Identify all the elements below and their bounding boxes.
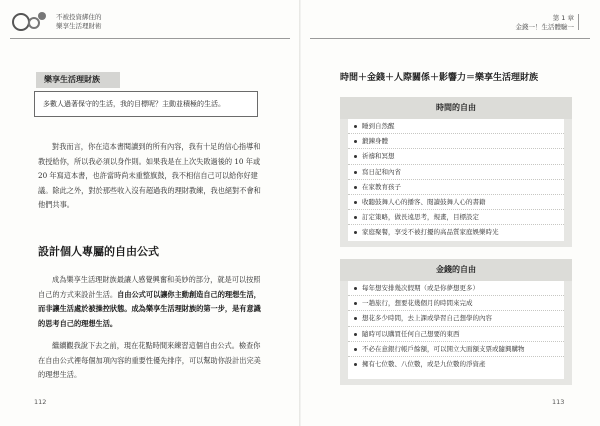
list-item: 祈禱和冥想	[348, 149, 564, 164]
list-item: 每年想安排幾次假期（或是你夢想更多）	[348, 281, 564, 296]
bullet-icon	[354, 231, 357, 234]
panel-list	[348, 119, 564, 241]
bullet-icon	[354, 287, 357, 290]
bullet-icon	[354, 348, 357, 351]
bullet-icon	[354, 333, 357, 336]
paragraph-2-text: 成為樂享生活理財族最讓人感覺興奮和美妙的部分，就是可以按照自己的方式來設計生活。	[38, 275, 261, 299]
list-item: 不必在意銀行帳戶餘額，可以開立大面額支票或隨興購物	[348, 342, 564, 357]
paragraph-2-emphasis: 自由公式可以讓你主動創造自己的理想生活，而非讓生活處於被操控狀態。成為樂享生活理財族的第一步，是有意識的思考自己的理想生活。	[38, 289, 261, 328]
bullet-icon	[354, 216, 357, 219]
bullet-icon	[354, 201, 357, 204]
money-freedom-panel	[340, 259, 572, 385]
list-item: 收聽鼓舞人心的播客、閱讀鼓舞人心的書籍	[348, 195, 564, 210]
book-logo-icon	[10, 10, 50, 34]
bullet-icon	[354, 125, 357, 128]
list-item: 擁有七位數、八位數，或是九位數的淨資產	[348, 357, 564, 372]
list-item: 訂定策略，做長遠思考，規畫，目標設定	[348, 210, 564, 225]
bullet-icon	[354, 171, 357, 174]
list-item: 想花多少時間，去上課或學習自己想學的內容	[348, 311, 564, 326]
list-item: 隨時可以購買任何自己想要的東西	[348, 327, 564, 342]
chapter-number: 第 1 章	[552, 14, 574, 22]
chapter-marker	[578, 14, 590, 30]
page-number-left: 112	[34, 398, 47, 406]
body-paragraph-3: 繼續觀我說下去之前，現在花點時間來練習這個自由公式。檢查你在自由公式裡每個加項內容的重要性優先排序，可以幫助你設計出完美的理想生活。	[38, 341, 261, 379]
running-title-line2: 樂享生活理財術	[56, 22, 102, 30]
bullet-icon	[354, 155, 357, 158]
running-title-line1: 不被投資綁住的	[56, 13, 102, 21]
list-item: 寫日記和內省	[348, 165, 564, 180]
page-gutter	[299, 0, 301, 426]
bullet-icon	[354, 302, 357, 305]
panel-title: 金錢的自由	[340, 259, 572, 281]
page-number-right: 113	[552, 398, 565, 406]
bullet-icon	[354, 363, 357, 366]
formula-heading: 時間＋金錢＋人際關係＋影響力＝樂享生活理財族	[340, 73, 539, 83]
left-header	[10, 8, 102, 36]
chapter-subtitle: 金錢一！生活體驗一	[515, 23, 574, 31]
section-tag: 樂享生活理財族	[36, 72, 120, 88]
time-freedom-panel	[340, 97, 572, 247]
list-item: 一趟旅行，想要花幾個月的時間來完成	[348, 296, 564, 311]
list-item: 睡到自然醒	[348, 119, 564, 134]
running-title	[56, 13, 102, 31]
list-item: 鍛鍊身體	[348, 134, 564, 149]
right-header-rule	[310, 38, 590, 39]
body-paragraph-2	[38, 273, 266, 331]
left-header-rule	[10, 38, 290, 39]
bullet-icon	[354, 317, 357, 320]
bullet-icon	[354, 140, 357, 143]
quote-box: 多數人過著保守的生活，我的目標呢？主動並積極的生活。	[34, 91, 258, 117]
list-item: 家庭聚餐，享受不被打擾的高品質家庭娛樂時光	[348, 225, 564, 240]
body-paragraph-1: 對我而言，你在這本書閱讀到的所有內容，我有十足的信心指導和教授給你，所以我必須以身作則。如果我是在上次失敗過後的 10 年或 20 年寫這本書，也許當時尚未重整旗鼓，我不相信自己可以給你好建議。除此之外，對於那些收入沒有超過我的理財教練，我也絕對不會和他們共事。	[38, 142, 261, 209]
bullet-icon	[354, 186, 357, 189]
list-item: 在家教育孩子	[348, 180, 564, 195]
panel-list	[348, 281, 564, 379]
chapter-header	[516, 14, 575, 32]
panel-title: 時間的自由	[340, 97, 572, 119]
section-heading: 設計個人專屬的自由公式	[38, 245, 159, 258]
